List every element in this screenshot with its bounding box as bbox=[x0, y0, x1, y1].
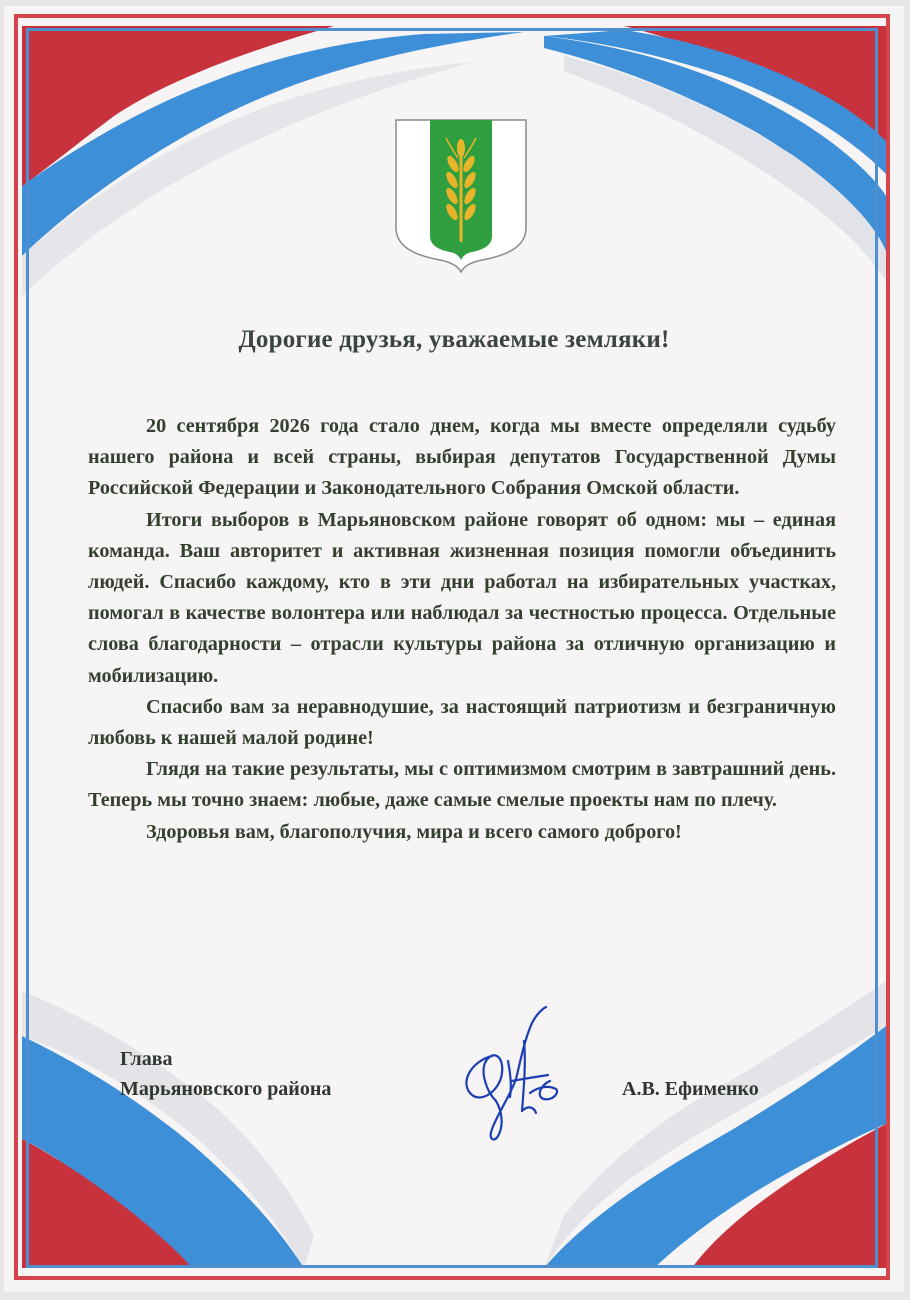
paragraph-4: Глядя на такие результаты, мы с оптимизмом смотрим в завтрашний день. Теперь мы точно знаем: любые, даже самые смелые проекты нам по плечу. bbox=[88, 758, 836, 812]
paragraph-1: 20 сентября 2026 года стало днем, когда мы вместе определяли судьбу нашего района и всей страны, выбирая депутатов Государственной Думы Российской Федерации и Законодательного Собрания Омской области. bbox=[88, 415, 836, 500]
letter-title: Дорогие друзья, уважаемые земляки! bbox=[238, 326, 670, 353]
signatory-role-line2: Марьяновского района bbox=[120, 1078, 332, 1100]
signatory-role-line1: Глава bbox=[120, 1048, 173, 1070]
wheat-coat-of-arms-icon bbox=[394, 118, 528, 273]
paragraph-3: Спасибо вам за неравнодушие, за настоящий патриотизм и безграничную любовь к нашей малой родине! bbox=[88, 695, 836, 750]
paragraph-2: Итоги выборов в Марьяновском районе говорят об одном: мы – единая команда. Ваш авторитет и активная жизненная позиция помогли объединить людей. Спасибо каждому, кто в эти дни работал на избирательных участках, помогал в качестве волонтера или наблюдал за честностью процесса. Отдельные слова благодарности – отрасли культуры района за отличную организацию и мобилизацию. bbox=[88, 508, 836, 687]
letter-sheet bbox=[4, 6, 904, 1292]
handwritten-signature-icon bbox=[452, 1001, 572, 1151]
letter-body bbox=[88, 411, 836, 848]
signatory-name: А.В. Ефименко bbox=[622, 1078, 759, 1100]
signatory-title bbox=[120, 1044, 420, 1104]
paragraph-5: Здоровья вам, благополучия, мира и всего самого доброго! bbox=[146, 820, 682, 843]
